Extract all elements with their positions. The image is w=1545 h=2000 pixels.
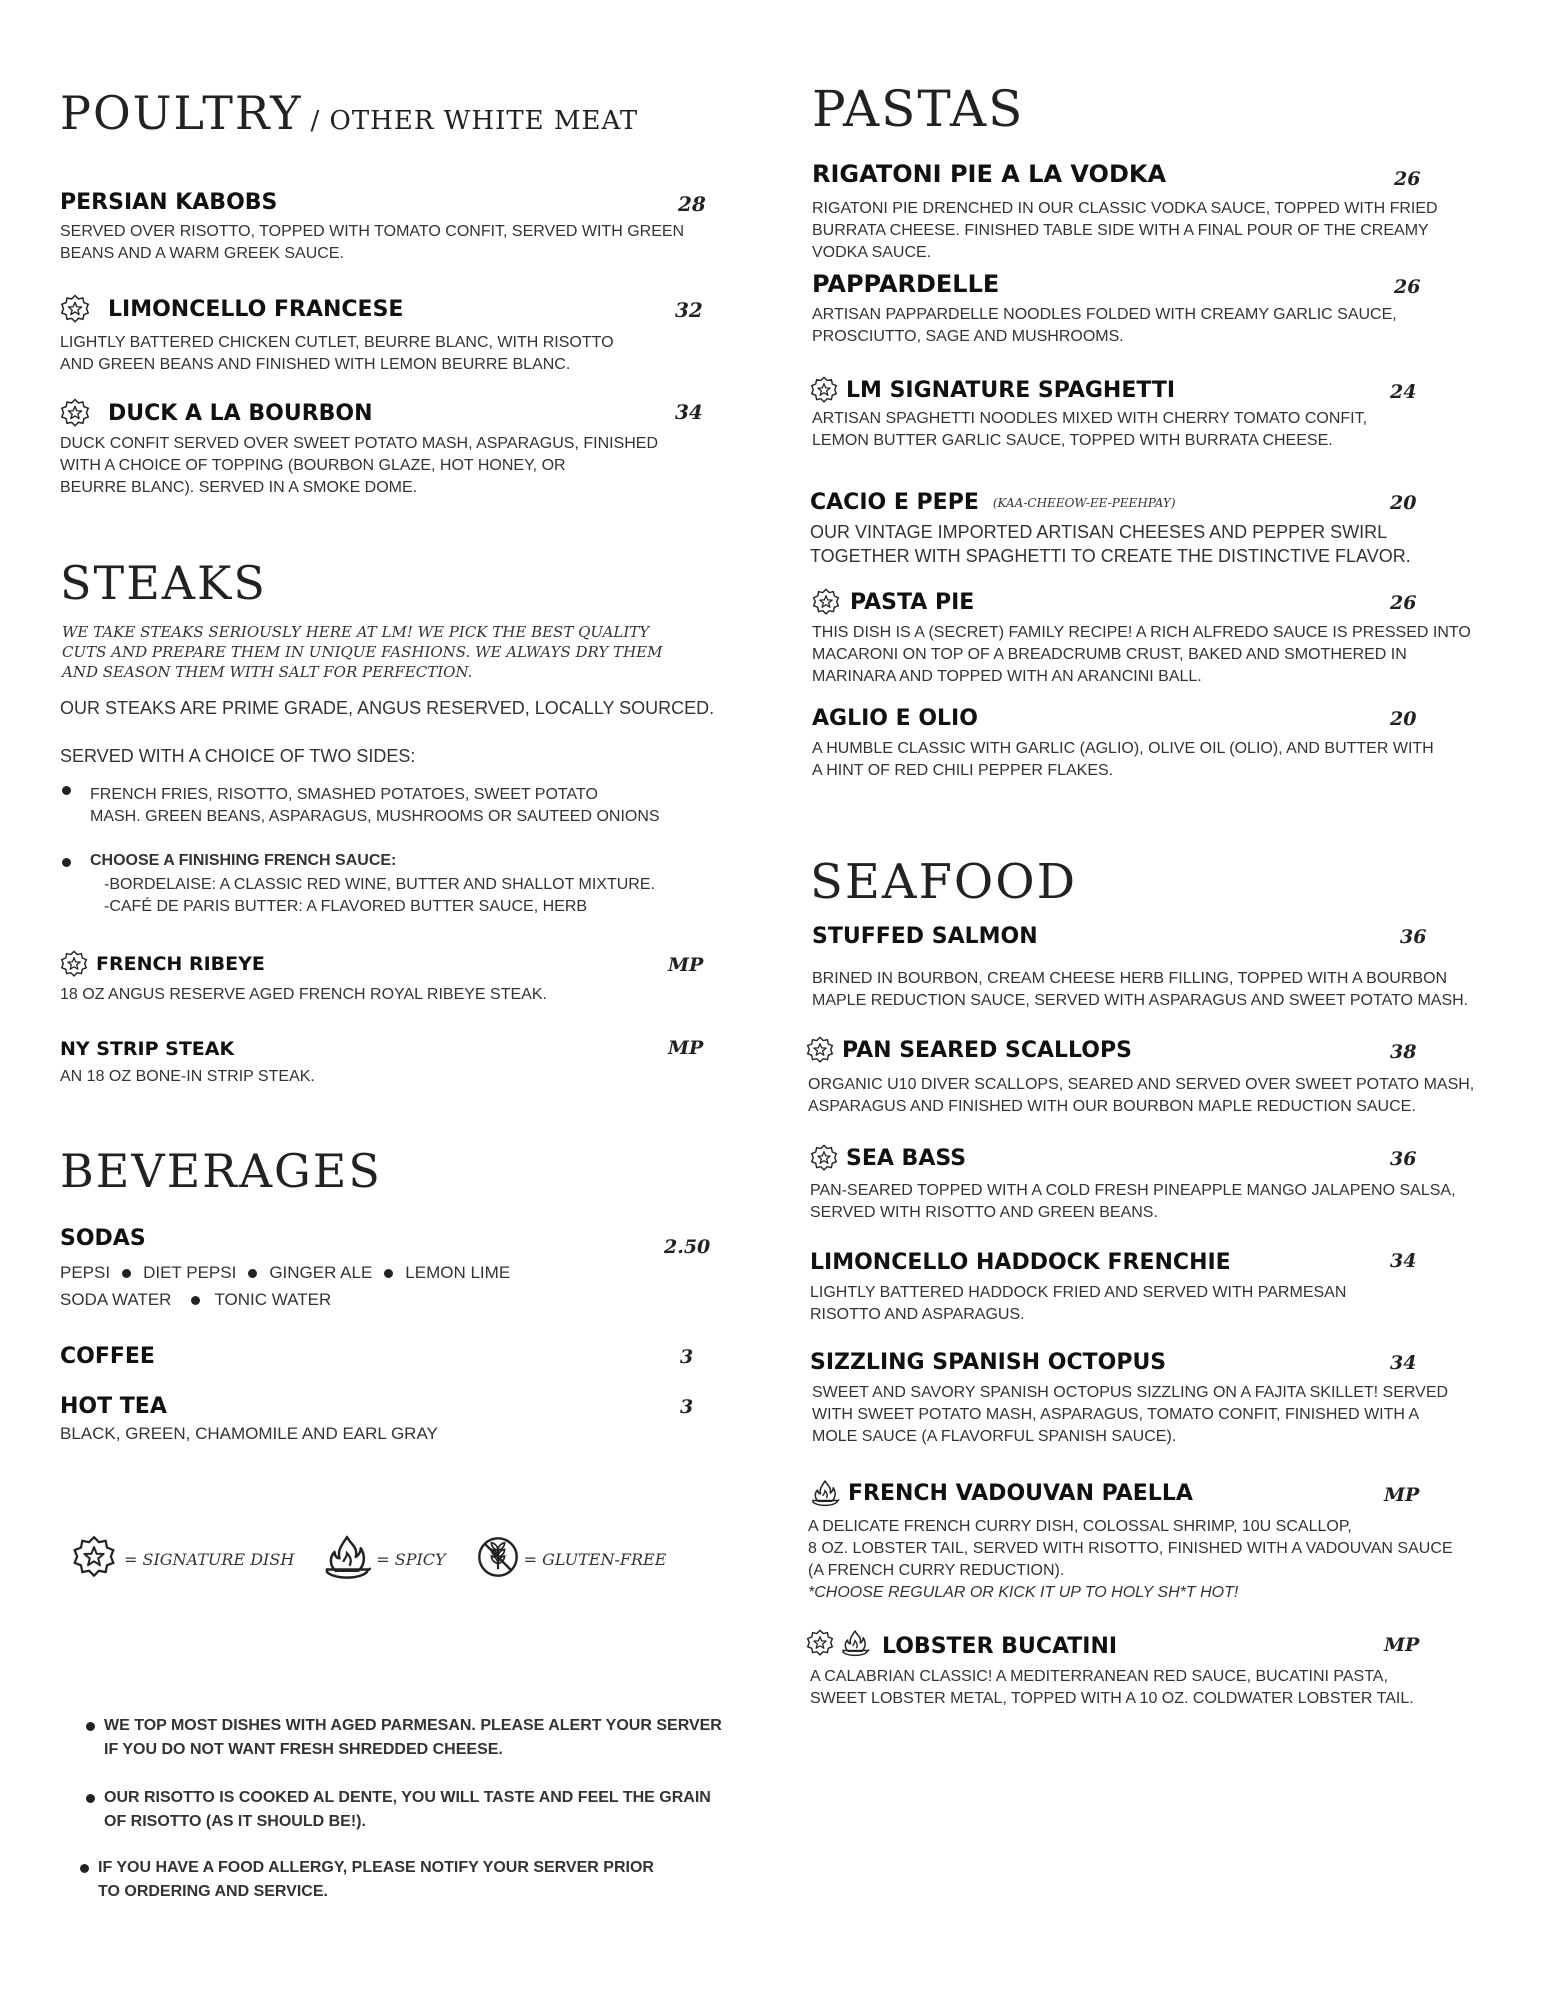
- desc-line: TOGETHER WITH SPAGHETTI TO CREATE THE DISTINCTIVE FLAVOR.: [810, 546, 1411, 566]
- menu-item-name: HOT TEA: [60, 1394, 167, 1419]
- gluten-free-icon: [476, 1535, 520, 1584]
- menu-item-description: [812, 738, 1434, 782]
- desc-line: RIGATONI PIE DRENCHED IN OUR CLASSIC VODKA SAUCE, TOPPED WITH FRIED: [812, 200, 1438, 217]
- menu-item-name: CACIO E PEPE: [810, 490, 979, 515]
- menu-item-price: MP: [668, 1037, 704, 1059]
- section-title-poultry: [60, 86, 638, 140]
- signature-star-icon: [60, 398, 90, 428]
- note-line: OUR RISOTTO IS COOKED AL DENTE, YOU WILL TASTE AND FEEL THE GRAIN: [104, 1789, 711, 1806]
- signature-star-icon: [806, 1629, 834, 1663]
- note-line: WE TOP MOST DISHES WITH AGED PARMESAN. PLEASE ALERT YOUR SERVER: [104, 1717, 722, 1734]
- menu-item-price: MP: [1384, 1484, 1420, 1506]
- legend-spicy-label: = SPICY: [376, 1550, 446, 1569]
- poultry-subtitle: / OTHER WHITE MEAT: [310, 106, 639, 136]
- menu-item-description: [810, 1282, 1346, 1326]
- desc-line: A HINT OF RED CHILI PEPPER FLAKES.: [812, 762, 1114, 779]
- menu-item-description: [810, 1666, 1414, 1710]
- note-parmesan: [104, 1714, 722, 1762]
- menu-item-description: BLACK, GREEN, CHAMOMILE AND EARL GRAY: [60, 1424, 438, 1443]
- menu-item-description: [60, 332, 614, 376]
- menu-item-price: 3: [680, 1396, 694, 1418]
- desc-line: DUCK CONFIT SERVED OVER SWEET POTATO MASH, ASPARAGUS, FINISHED: [60, 435, 659, 452]
- soda-list-row-2: [60, 1290, 331, 1310]
- desc-line: RISOTTO AND ASPARAGUS.: [810, 1306, 1025, 1323]
- signature-star-icon: [60, 294, 90, 324]
- note-allergy: [98, 1856, 654, 1904]
- legend-gluten-label: = GLUTEN-FREE: [523, 1550, 667, 1569]
- menu-item-name: PAN SEARED SCALLOPS: [842, 1037, 1132, 1063]
- menu-item-name: RIGATONI PIE A LA VODKA: [812, 160, 1167, 188]
- steaks-sides-heading: SERVED WITH A CHOICE OF TWO SIDES:: [60, 746, 416, 766]
- menu-item-name-row: [810, 1478, 1193, 1508]
- menu-item-name-row: [810, 1144, 966, 1172]
- bullet: [191, 1296, 200, 1305]
- menu-item-description: [812, 622, 1471, 688]
- section-title-beverages: BEVERAGES: [60, 1144, 382, 1198]
- desc-line: MACARONI ON TOP OF A BREADCRUMB CRUST, BAKED AND SMOTHERED IN: [812, 646, 1407, 663]
- menu-item-name: COFFEE: [60, 1344, 155, 1369]
- desc-line: PAN-SEARED TOPPED WITH A COLD FRESH PINEAPPLE MANGO JALAPENO SALSA,: [810, 1182, 1456, 1199]
- menu-item-price: 24: [1390, 381, 1417, 403]
- menu-item-name: LIMONCELLO HADDOCK FRENCHIE: [810, 1250, 1231, 1275]
- menu-item-price: 32: [675, 298, 703, 322]
- note-line: TO ORDERING AND SERVICE.: [98, 1883, 328, 1900]
- desc-line: SWEET LOBSTER METAL, TOPPED WITH A 10 OZ. COLDWATER LOBSTER TAIL.: [810, 1690, 1414, 1707]
- soda-option: LEMON LIME: [405, 1263, 511, 1282]
- menu-item-price: 2.50: [664, 1236, 711, 1258]
- section-title-pastas: PASTAS: [812, 80, 1025, 138]
- menu-item-name-row: [60, 398, 373, 428]
- signature-star-icon: [810, 376, 838, 404]
- sauce-line: -BORDELAISE: A CLASSIC RED WINE, BUTTER AND SHALLOT MIXTURE.: [104, 876, 655, 893]
- pronunciation: (KAA-CHEEOW-EE-PEEHPAY): [992, 495, 1176, 510]
- menu-item-name: SEA BASS: [846, 1145, 967, 1171]
- legend-signature-label: = SIGNATURE DISH: [124, 1550, 295, 1569]
- desc-line: A DELICATE FRENCH CURRY DISH, COLOSSAL SHRIMP, 10U SCALLOP,: [808, 1518, 1352, 1535]
- bullet: [86, 1794, 95, 1803]
- desc-line: SERVED WITH RISOTTO AND GREEN BEANS.: [810, 1204, 1158, 1221]
- desc-line: ORGANIC U10 DIVER SCALLOPS, SEARED AND SERVED OVER SWEET POTATO MASH,: [808, 1076, 1475, 1093]
- menu-item-name: LIMONCELLO FRANCESE: [108, 296, 404, 322]
- desc-line: 8 OZ. LOBSTER TAIL, SERVED WITH RISOTTO, FINISHED WITH A VADOUVAN SAUCE: [808, 1540, 1453, 1557]
- steaks-grade-text: OUR STEAKS ARE PRIME GRADE, ANGUS RESERVED, LOCALLY SOURCED.: [60, 698, 715, 718]
- menu-item-price: 38: [1390, 1041, 1417, 1063]
- soda-option: TONIC WATER: [214, 1290, 332, 1309]
- menu-item-name-row: [812, 588, 974, 616]
- desc-line: MARINARA AND TOPPED WITH AN ARANCINI BALL.: [812, 668, 1202, 685]
- desc-line: BEANS AND A WARM GREEK SAUCE.: [60, 245, 344, 262]
- menu-item-price: 34: [1390, 1352, 1417, 1374]
- section-title-seafood: SEAFOOD: [810, 854, 1078, 910]
- menu-item-name-row: [810, 376, 1175, 404]
- menu-item-description: 18 OZ ANGUS RESERVE AGED FRENCH ROYAL RIBEYE STEAK.: [60, 986, 547, 1003]
- menu-item-description: [808, 1516, 1453, 1604]
- menu-item-price: MP: [1384, 1634, 1420, 1656]
- signature-star-icon: [810, 1144, 838, 1172]
- menu-item-price: 26: [1394, 168, 1421, 190]
- menu-item-description: [60, 221, 684, 265]
- desc-line: BRINED IN BOURBON, CREAM CHEESE HERB FILLING, TOPPED WITH A BOURBON: [812, 970, 1448, 987]
- menu-item-price: 34: [675, 400, 703, 424]
- desc-line: OUR VINTAGE IMPORTED ARTISAN CHEESES AND PEPPER SWIRL: [810, 522, 1388, 542]
- menu-item-description: [60, 433, 658, 499]
- desc-line: A HUMBLE CLASSIC WITH GARLIC (AGLIO), OLIVE OIL (OLIO), AND BUTTER WITH: [812, 740, 1434, 757]
- menu-item-price: MP: [668, 954, 704, 976]
- menu-item-price: 36: [1390, 1148, 1417, 1170]
- note-risotto: [104, 1786, 711, 1834]
- menu-item-name-row: [806, 1628, 1117, 1664]
- bullet: [384, 1269, 393, 1278]
- menu-item-name-row: [60, 950, 265, 978]
- desc-line: ARTISAN PAPPARDELLE NOODLES FOLDED WITH CREAMY GARLIC SAUCE,: [812, 306, 1397, 323]
- menu-item-price: 36: [1400, 926, 1427, 948]
- menu-item-name: LM SIGNATURE SPAGHETTI: [846, 377, 1176, 403]
- signature-star-icon: [72, 1535, 116, 1584]
- steaks-sauce-list: [104, 874, 655, 918]
- section-title-steaks: STEAKS: [60, 556, 267, 610]
- bullet: [62, 786, 71, 795]
- steaks-sauce-heading: CHOOSE A FINISHING FRENCH SAUCE:: [90, 852, 397, 869]
- menu-item-description: [812, 1382, 1448, 1448]
- menu-item-description: [812, 198, 1438, 264]
- desc-line: MOLE SAUCE (A FLAVORFUL SPANISH SAUCE).: [812, 1428, 1177, 1445]
- bullet: [122, 1269, 131, 1278]
- menu-item-name: SIZZLING SPANISH OCTOPUS: [810, 1350, 1167, 1375]
- soda-option: GINGER ALE: [269, 1263, 373, 1282]
- note-line: IF YOU DO NOT WANT FRESH SHREDDED CHEESE.: [104, 1741, 503, 1758]
- bullet: [248, 1269, 257, 1278]
- bullet: [62, 858, 71, 867]
- menu-item-name: STUFFED SALMON: [812, 924, 1038, 949]
- signature-star-icon: [806, 1036, 834, 1064]
- menu-item-description: AN 18 OZ BONE-IN STRIP STEAK.: [60, 1068, 315, 1085]
- spicy-flame-icon: [840, 1628, 870, 1664]
- spicy-flame-icon: [810, 1478, 840, 1508]
- desc-line: A CALABRIAN CLASSIC! A MEDITERRANEAN RED SAUCE, BUCATINI PASTA,: [810, 1668, 1388, 1685]
- side-line: MASH. GREEN BEANS, ASPARAGUS, MUSHROOMS OR SAUTEED ONIONS: [90, 808, 660, 825]
- menu-item-description: [812, 408, 1367, 452]
- desc-line: THIS DISH IS A (SECRET) FAMILY RECIPE! A RICH ALFREDO SAUCE IS PRESSED INTO: [812, 624, 1471, 641]
- menu-item-price: 20: [1390, 492, 1417, 514]
- desc-line: SWEET AND SAVORY SPANISH OCTOPUS SIZZLING ON A FAJITA SKILLET! SERVED: [812, 1384, 1449, 1401]
- signature-star-icon: [60, 950, 88, 978]
- intro-line: WE TAKE STEAKS SERIOUSLY HERE AT LM! WE PICK THE BEST QUALITY: [62, 623, 650, 641]
- desc-line: AND GREEN BEANS AND FINISHED WITH LEMON BEURRE BLANC.: [60, 356, 571, 373]
- soda-option: DIET PEPSI: [143, 1263, 237, 1282]
- menu-item-description: [812, 968, 1468, 1012]
- menu-item-name: LOBSTER BUCATINI: [882, 1633, 1118, 1659]
- bullet: [80, 1864, 89, 1873]
- desc-line: VODKA SAUCE.: [812, 244, 932, 261]
- desc-line: BURRATA CHEESE. FINISHED TABLE SIDE WITH A FINAL POUR OF THE CREAMY: [812, 222, 1429, 239]
- desc-line: BEURRE BLANC). SERVED IN A SMOKE DOME.: [60, 479, 418, 496]
- signature-star-icon: [812, 588, 840, 616]
- soda-option: PEPSI: [60, 1263, 111, 1282]
- desc-line: ARTISAN SPAGHETTI NOODLES MIXED WITH CHERRY TOMATO CONFIT,: [812, 410, 1368, 427]
- menu-item-price: 26: [1390, 592, 1417, 614]
- desc-line: MAPLE REDUCTION SAUCE, SERVED WITH ASPARAGUS AND SWEET POTATO MASH.: [812, 992, 1469, 1009]
- desc-line: PROSCIUTTO, SAGE AND MUSHROOMS.: [812, 328, 1124, 345]
- menu-item-price: 20: [1390, 708, 1417, 730]
- legend: [72, 1532, 666, 1587]
- sauce-line: -CAFÉ DE PARIS BUTTER: A FLAVORED BUTTER SAUCE, HERB: [104, 898, 588, 915]
- soda-option: SODA WATER: [60, 1290, 172, 1309]
- desc-line: LIGHTLY BATTERED HADDOCK FRIED AND SERVED WITH PARMESAN: [810, 1284, 1347, 1301]
- menu-item-price: 34: [1390, 1250, 1417, 1272]
- poultry-title: POULTRY: [60, 86, 303, 140]
- menu-item-name-row: [60, 294, 403, 324]
- menu-item-name: PASTA PIE: [850, 589, 975, 615]
- spicy-flame-icon: [322, 1532, 372, 1587]
- steaks-sides-list: [90, 784, 660, 828]
- menu-item-name-row: [810, 490, 1176, 515]
- menu-item-name: DUCK A LA BOURBON: [108, 400, 373, 426]
- menu-item-name-row: [806, 1036, 1132, 1064]
- menu-item-name: NY STRIP STEAK: [60, 1038, 235, 1060]
- menu-item-price: 3: [680, 1346, 694, 1368]
- menu-item-description: [810, 1180, 1456, 1224]
- intro-line: CUTS AND PREPARE THEM IN UNIQUE FASHIONS. WE ALWAYS DRY THEM: [62, 643, 663, 661]
- menu-item-description: [810, 520, 1411, 568]
- note-line: IF YOU HAVE A FOOD ALLERGY, PLEASE NOTIFY YOUR SERVER PRIOR: [98, 1859, 654, 1876]
- steaks-intro: [62, 622, 662, 682]
- menu-item-name: PERSIAN KABOBS: [60, 190, 278, 215]
- soda-list-row-1: [60, 1263, 510, 1283]
- menu-item-name: FRENCH RIBEYE: [96, 953, 265, 975]
- menu-item-name: SODAS: [60, 1226, 146, 1251]
- intro-line: AND SEASON THEM WITH SALT FOR PERFECTION.: [62, 663, 473, 681]
- desc-line: LIGHTLY BATTERED CHICKEN CUTLET, BEURRE BLANC, WITH RISOTTO: [60, 334, 614, 351]
- desc-line: LEMON BUTTER GARLIC SAUCE, TOPPED WITH BURRATA CHEESE.: [812, 432, 1333, 449]
- desc-line: WITH SWEET POTATO MASH, ASPARAGUS, TOMATO CONFIT, FINISHED WITH A: [812, 1406, 1420, 1423]
- menu-item-price: 28: [678, 192, 706, 216]
- note-line: OF RISOTTO (AS IT SHOULD BE!).: [104, 1813, 366, 1830]
- spice-level-note: *CHOOSE REGULAR OR KICK IT UP TO HOLY SH*T HOT!: [808, 1584, 1239, 1601]
- menu-item-price: 26: [1394, 276, 1421, 298]
- desc-line: (A FRENCH CURRY REDUCTION).: [808, 1562, 1065, 1579]
- menu-item-name: FRENCH VADOUVAN PAELLA: [848, 1480, 1193, 1506]
- desc-line: WITH A CHOICE OF TOPPING (BOURBON GLAZE, HOT HONEY, OR: [60, 457, 566, 474]
- desc-line: ASPARAGUS AND FINISHED WITH OUR BOURBON MAPLE REDUCTION SAUCE.: [808, 1098, 1416, 1115]
- menu-item-name: AGLIO E OLIO: [812, 706, 978, 731]
- menu-item-name: PAPPARDELLE: [812, 270, 1000, 298]
- menu-item-description: [808, 1074, 1474, 1118]
- side-line: FRENCH FRIES, RISOTTO, SMASHED POTATOES, SWEET POTATO: [90, 786, 598, 803]
- menu-item-description: [812, 304, 1397, 348]
- bullet: [86, 1722, 95, 1731]
- desc-line: SERVED OVER RISOTTO, TOPPED WITH TOMATO CONFIT, SERVED WITH GREEN: [60, 223, 685, 240]
